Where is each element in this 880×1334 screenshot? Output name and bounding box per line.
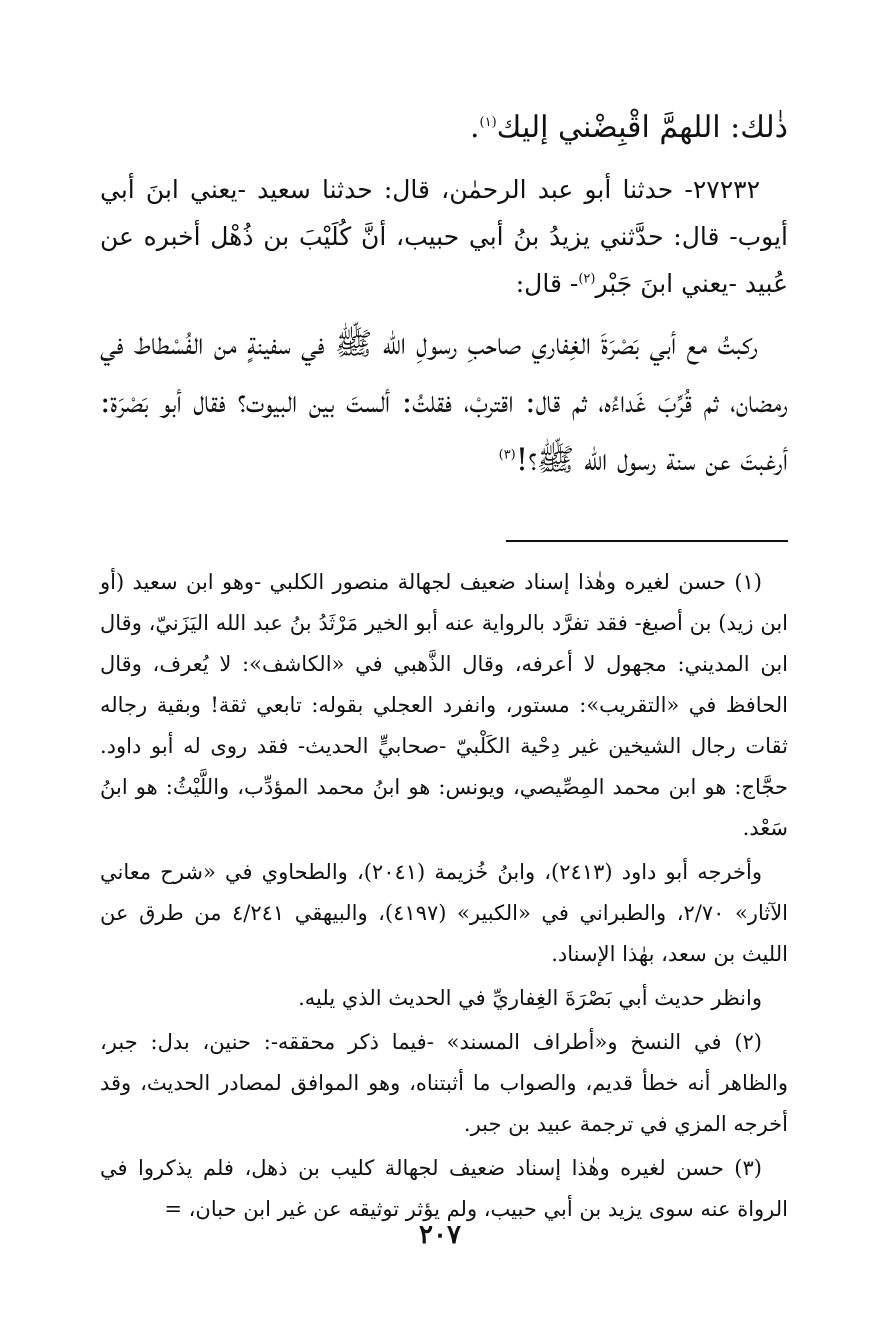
footnote-1-takhrij: وأخرجه أبو داود (٢٤١٣)، وابنُ خُزيمة (٢٠٤١)، والطحاوي في «شرح معاني الآثار» ٢/٧٠، والطبراني في «الكبير» (٤١٩٧)، والبيهقي ٤/٢٤١ من طرق عن الليث بن سعد، بهٰذا الإسناد.	[100, 860, 788, 966]
footnotes	[100, 562, 788, 1230]
footnote-ref-2[interactable]: (٢)	[578, 271, 596, 287]
main-text	[100, 96, 788, 489]
footnote-1-see-also: وانظر حديث أبي بَصْرَةَ الغِفاريِّ في الحديث الذي يليه.	[298, 986, 762, 1010]
hadith-matn	[100, 315, 788, 489]
footnote-ref-3[interactable]: (٣)	[498, 447, 516, 463]
isnad-end: - قال:	[515, 269, 579, 298]
hadith-isnad	[100, 166, 788, 307]
footnote-ref-1[interactable]: (١)	[479, 115, 497, 130]
page-number: ٢٠٧	[419, 1220, 461, 1250]
footnote-3: (٣) حسن لغيره وهٰذا إسناد ضعيف لجهالة كليب بن ذهل، فلم يذكروا في الرواة عنه سوى يزيد بن أبي حبيب، ولم يؤثر توثيقه عن غير ابن حبان، =	[100, 1156, 788, 1221]
footnote-2: (٢) في النسخ و«أطراف المسند» -فيما ذكر محققه-: حنين، بدل: جبر، والظاهر أنه خطأ قديم، والصواب ما أثبتناه، وهو الموافق لمصادر الحديث، وقد أخرجه المزي في ترجمة عبيد بن جبر.	[100, 1030, 788, 1136]
isnad-text: ٢٧٢٣٢- حدثنا أبو عبد الرحمٰن، قال: حدثنا سعيد -يعني ابنَ أبي أيوب- قال: حدَّثني يزيدُ بنُ أبي حبيب، أنَّ كُلَيْبَ بن ذُهْل أخبره عن عُبيد -يعني ابنَ جَبْر	[100, 175, 788, 298]
footnote-separator	[506, 540, 788, 542]
opening-text: ذٰلك: اللهمَّ اقْبِضْني إليك	[496, 110, 788, 145]
footnote-1: (١) حسن لغيره وهٰذا إسناد ضعيف لجهالة منصور الكلبي -وهو ابن سعيد (أو ابن زيد) بن أصبغ- فقد تفرَّد بالرواية عنه أبو الخير مَرْثَدُ بنُ عبد الله اليَزَنيّ، وقال ابن المديني: مجهول لا أعرفه، وقال الذَّهبي في «الكاشف»: لا يُعرف، وقال الحافظ في «التقريب»: مستور، وانفرد العجلي بقوله: تابعي ثقة! وبقية رجاله ثقات رجال الشيخين غير دِحْية الكَلْبيّ -صحابيٍّ الحديث- فقد روى له أبو داود. حجَّاج: هو ابن محمد المِصِّيصي، ويونس: هو ابنُ محمد المؤدِّب، واللَّيْثُ: هو ابنُ سَعْد.	[100, 570, 788, 840]
opening-end: .	[469, 110, 480, 145]
opening-line	[100, 96, 788, 160]
matn-text: ركبتُ مع أبي بَصْرَةَ الغِفاري صاحبِ رسولِ الله ﷺ في سفينةٍ من الفُسْطاط في رمضان، ثم قُرِّبَ غَداءُه، ثم قال: اقتربْ، فقلتُ: ألستَ بين البيوت؟ فقال أبو بَصْرَة: أرغبتَ عن سنة رسول الله ﷺ؟!	[100, 326, 788, 478]
